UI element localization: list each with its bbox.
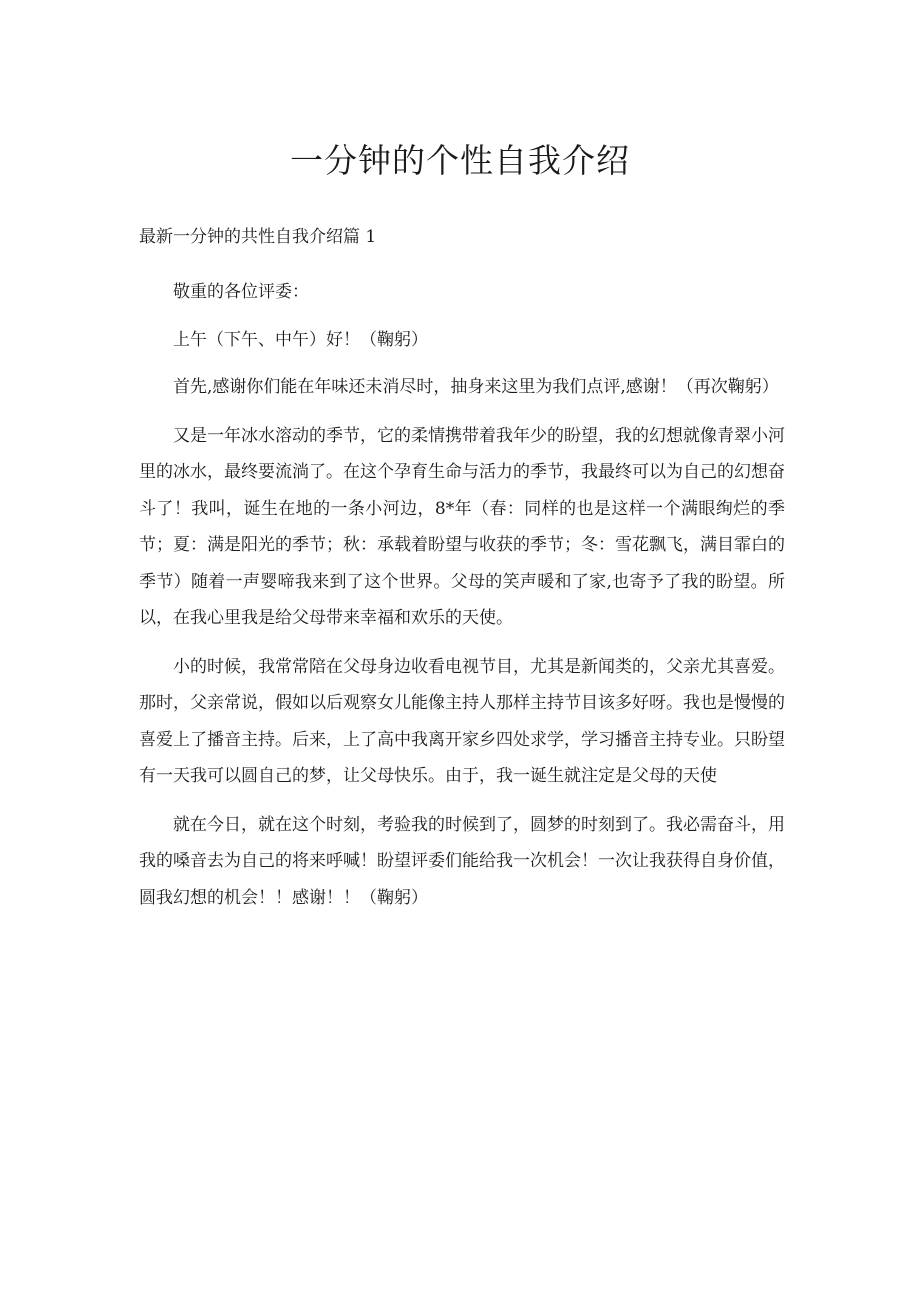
closing-paragraph: 就在今日，就在这个时刻，考验我的时候到了，圆梦的时刻到了。我必需奋斗，用我的嗓音去为自己的将来呼喊！盼望评委们能给我一次机会！一次让我获得自身价值，圆我幻想的机会！！感谢！！（鞠躬） bbox=[139, 814, 785, 908]
salutation-paragraph: 上午（下午、中午）好！（鞠躬） bbox=[173, 329, 428, 350]
thanks-paragraph: 首先,感谢你们能在年味还未消尽时，抽身来这里为我们点评,感谢！（再次鞠躬） bbox=[173, 377, 779, 397]
body-text bbox=[139, 274, 785, 928]
page-title: 一分钟的个性自我介绍 bbox=[290, 141, 630, 180]
background-paragraph: 又是一年冰水溶动的季节，它的柔情携带着我年少的盼望，我的幻想就像青翠小河里的冰水，最终要流淌了。在这个孕育生命与活力的季节，我最终可以为自己的幻想奋斗了！我叫，诞生在地的一条小河边，8*年（春：同样的也是这样一个满眼绚烂的季节；夏：满是阳光的季节；秋：承载着盼望与收获的季节；冬：雪花飘飞，满目霏白的季节）随着一声婴啼我来到了这个世界。父母的笑声暖和了家,也寄予了我的盼望。所以，在我心里我是给父母带来幸福和欢乐的天使。 bbox=[139, 425, 785, 628]
greeting-paragraph: 敬重的各位评委： bbox=[173, 282, 309, 302]
section-heading: 最新一分钟的共性自我介绍篇 1 bbox=[139, 227, 377, 247]
childhood-paragraph: 小的时候，我常常陪在父母身边收看电视节目，尤其是新闻类的，父亲尤其喜爱。那时，父亲常说，假如以后观察女儿能像主持人那样主持节目该多好呀。我也是慢慢的喜爱上了播音主持。后来，上了高中我离开家乡四处求学，学习播音主持专业。只盼望有一天我可以圆自己的梦，让父母快乐。由于，我一诞生就注定是父母的天使 bbox=[139, 656, 785, 786]
